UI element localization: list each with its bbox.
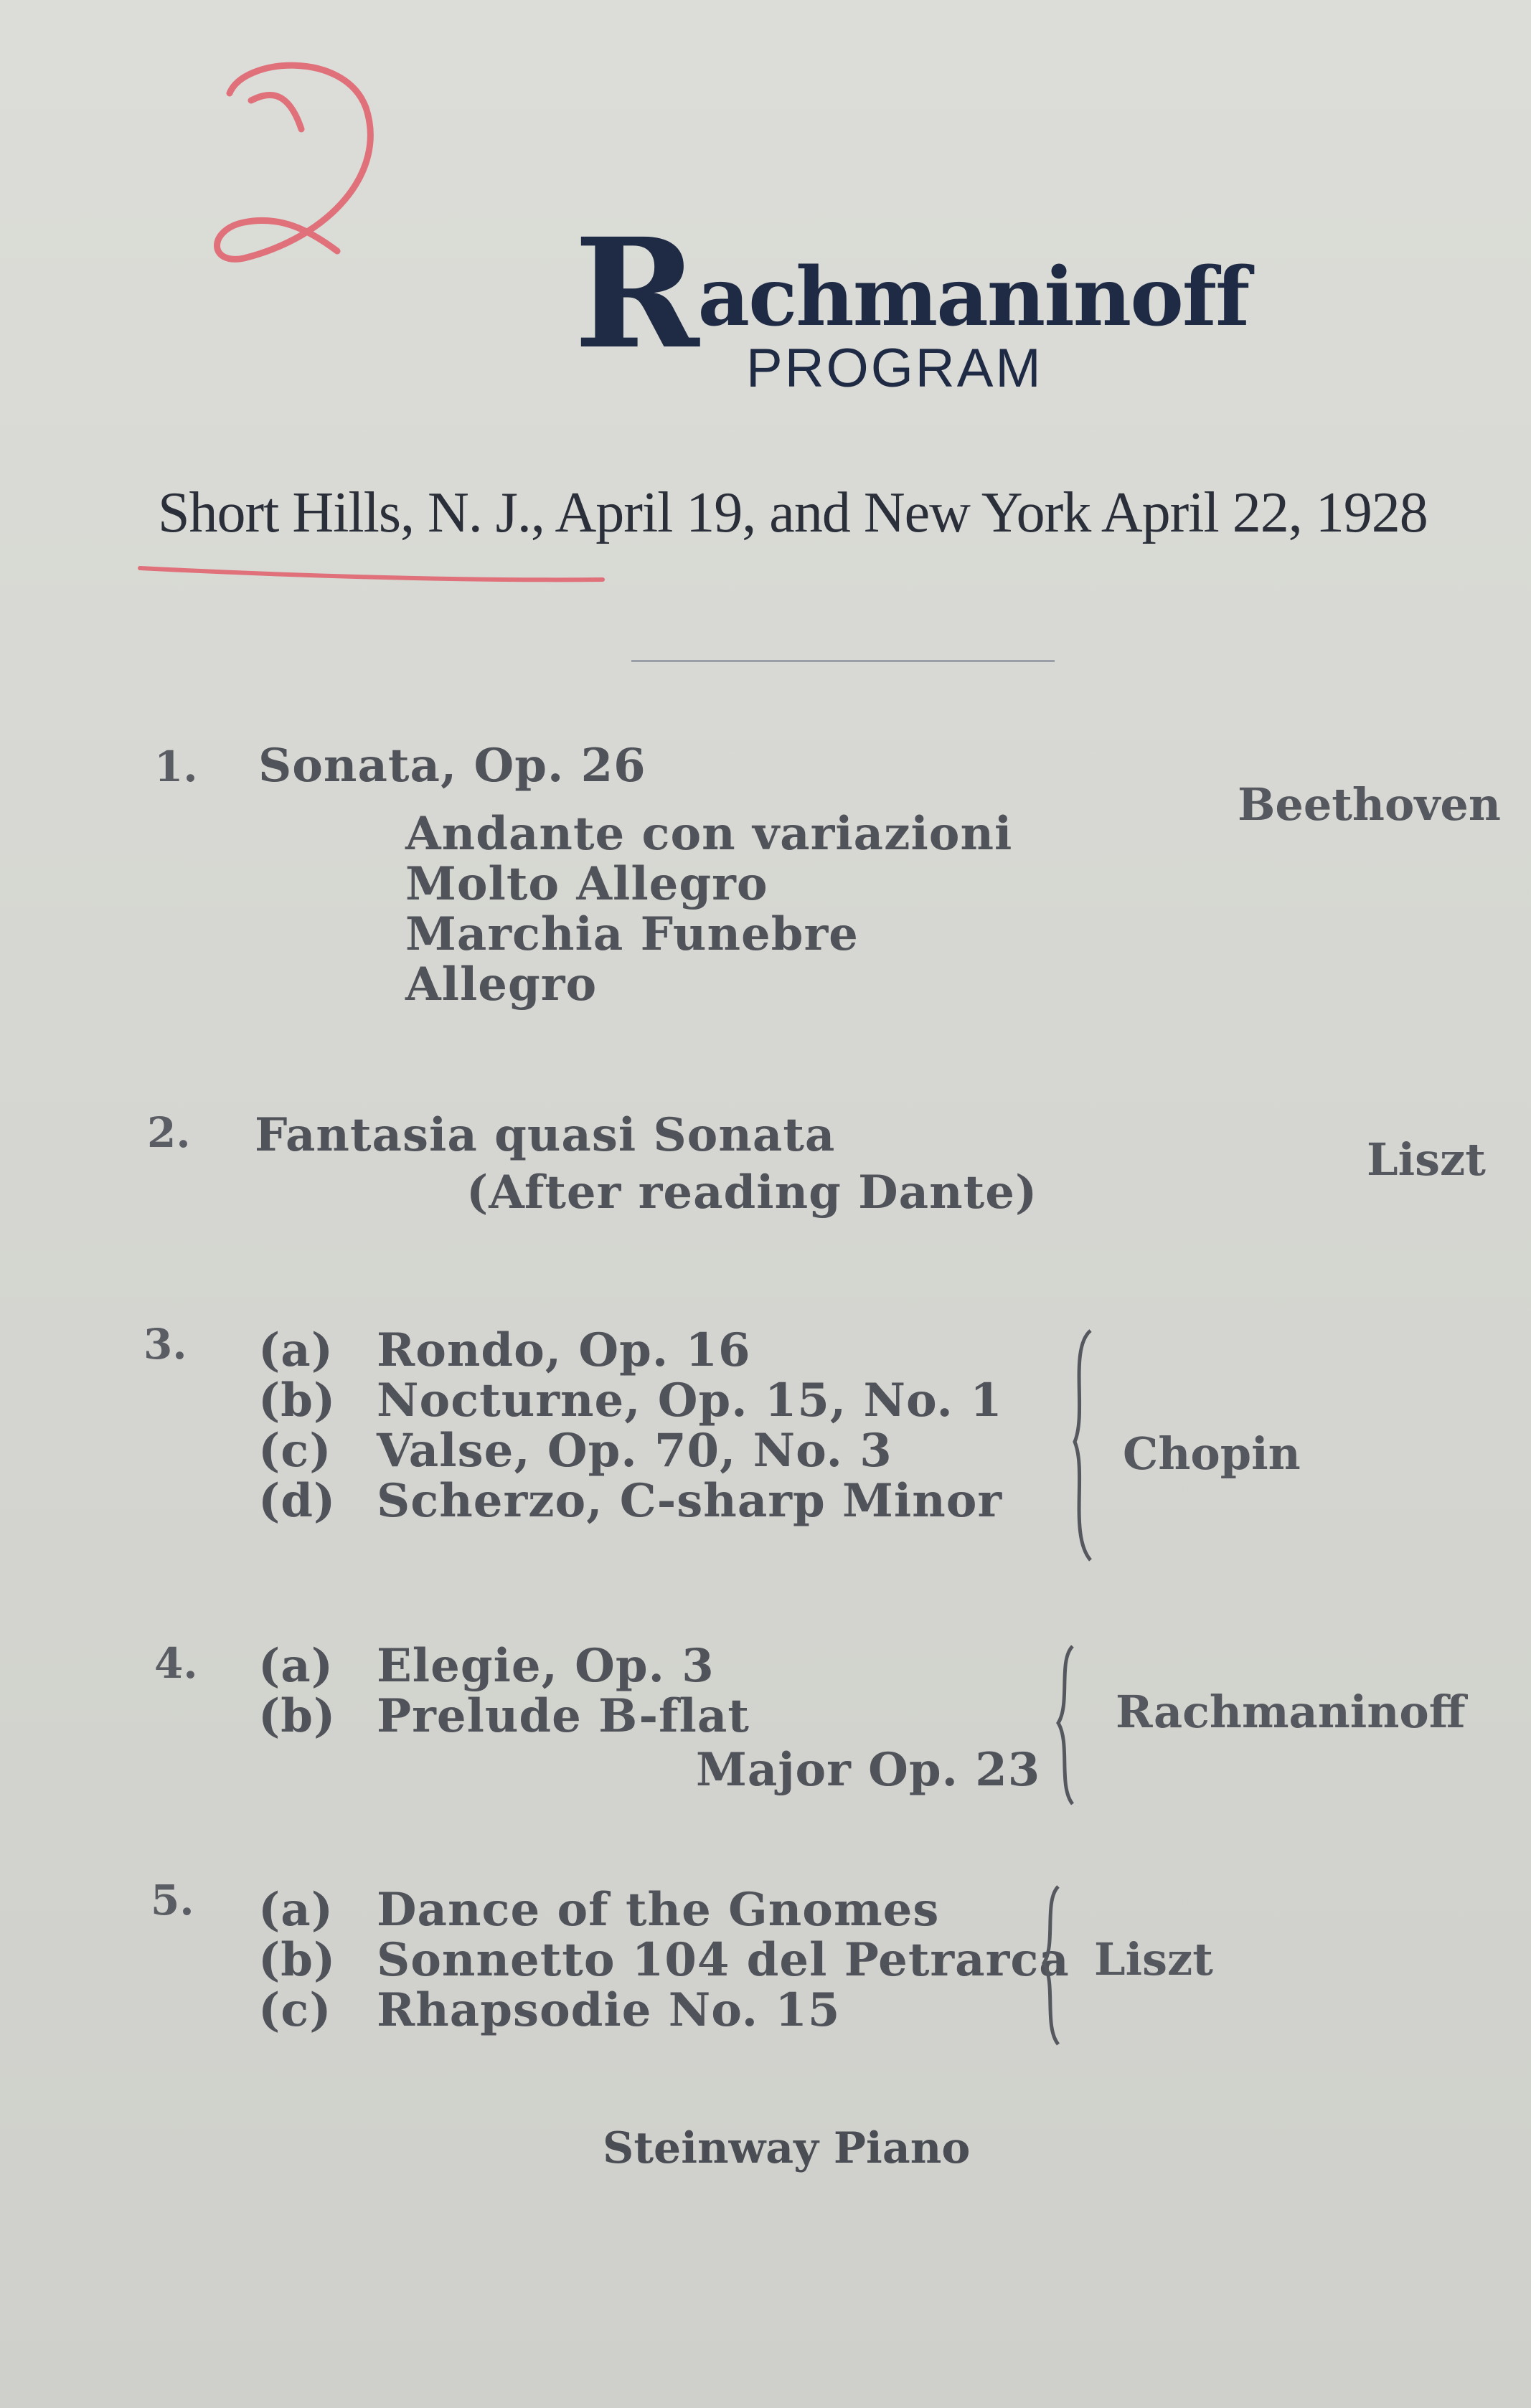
composer-name: Rachmaninoff [1116,1686,1466,1738]
movement: Marchia Funebre [405,907,859,961]
footer-note: Steinway Piano [603,2123,971,2173]
piece-title: Dance of the Gnomes [377,1883,940,1937]
composer-name: Liszt [1367,1133,1486,1186]
red-d-annotation [201,43,416,280]
movement: Molto Allegro [405,857,768,911]
divider-rule [631,660,1055,662]
composer-name: Beethoven [1238,778,1501,831]
brace-icon [1047,1643,1090,1808]
piece-label: (a) [258,1639,334,1693]
piece-label: (c) [258,1983,332,2037]
item-number: 4. [154,1639,198,1688]
piece-title: Rondo, Op. 16 [377,1323,751,1377]
piece-title: Sonnetto 104 del Petrarca [377,1933,1070,1987]
composer-name: Liszt [1094,1933,1213,1986]
movement: Allegro [405,958,598,1011]
title-capital: R [574,205,698,382]
piece-title: Sonata, Op. 26 [258,739,646,793]
program-heading: PROGRAM [746,338,1043,399]
piece-label: (d) [258,1474,336,1528]
red-underline-mark [136,559,610,588]
piece-label: (a) [258,1323,334,1377]
piece-title: Nocturne, Op. 15, No. 1 [377,1374,1003,1427]
item-number: 3. [143,1320,187,1369]
piece-title: Scherzo, C-sharp Minor [377,1474,1003,1528]
movement: Andante con variazioni [405,807,1013,861]
item-number: 5. [151,1876,194,1925]
piece-title: Elegie, Op. 3 [377,1639,715,1693]
piece-label: (a) [258,1883,334,1937]
brace-icon [1062,1327,1105,1564]
brace-icon [1033,1883,1076,2048]
composer-name: Chopin [1123,1427,1301,1480]
item-number: 2. [147,1108,191,1157]
title-rest: achmaninoff [697,250,1249,344]
piece-label: (b) [258,1689,336,1743]
piece-label: (c) [258,1424,332,1478]
item-number: 1. [154,742,198,791]
piece-title: Prelude B-flat [377,1689,750,1743]
piece-note: (After reading Dante) [466,1166,1038,1219]
piece-label: (b) [258,1374,336,1427]
piece-continuation: Major Op. 23 [696,1743,1041,1797]
piece-title: Rhapsodie No. 15 [377,1983,841,2037]
piece-title: Valse, Op. 70, No. 3 [377,1424,892,1478]
piece-title: Fantasia quasi Sonata [255,1108,836,1162]
venue-date-line: Short Hills, N. J., April 19, and New York April 22, 1928 [158,481,1428,544]
piece-label: (b) [258,1933,336,1987]
